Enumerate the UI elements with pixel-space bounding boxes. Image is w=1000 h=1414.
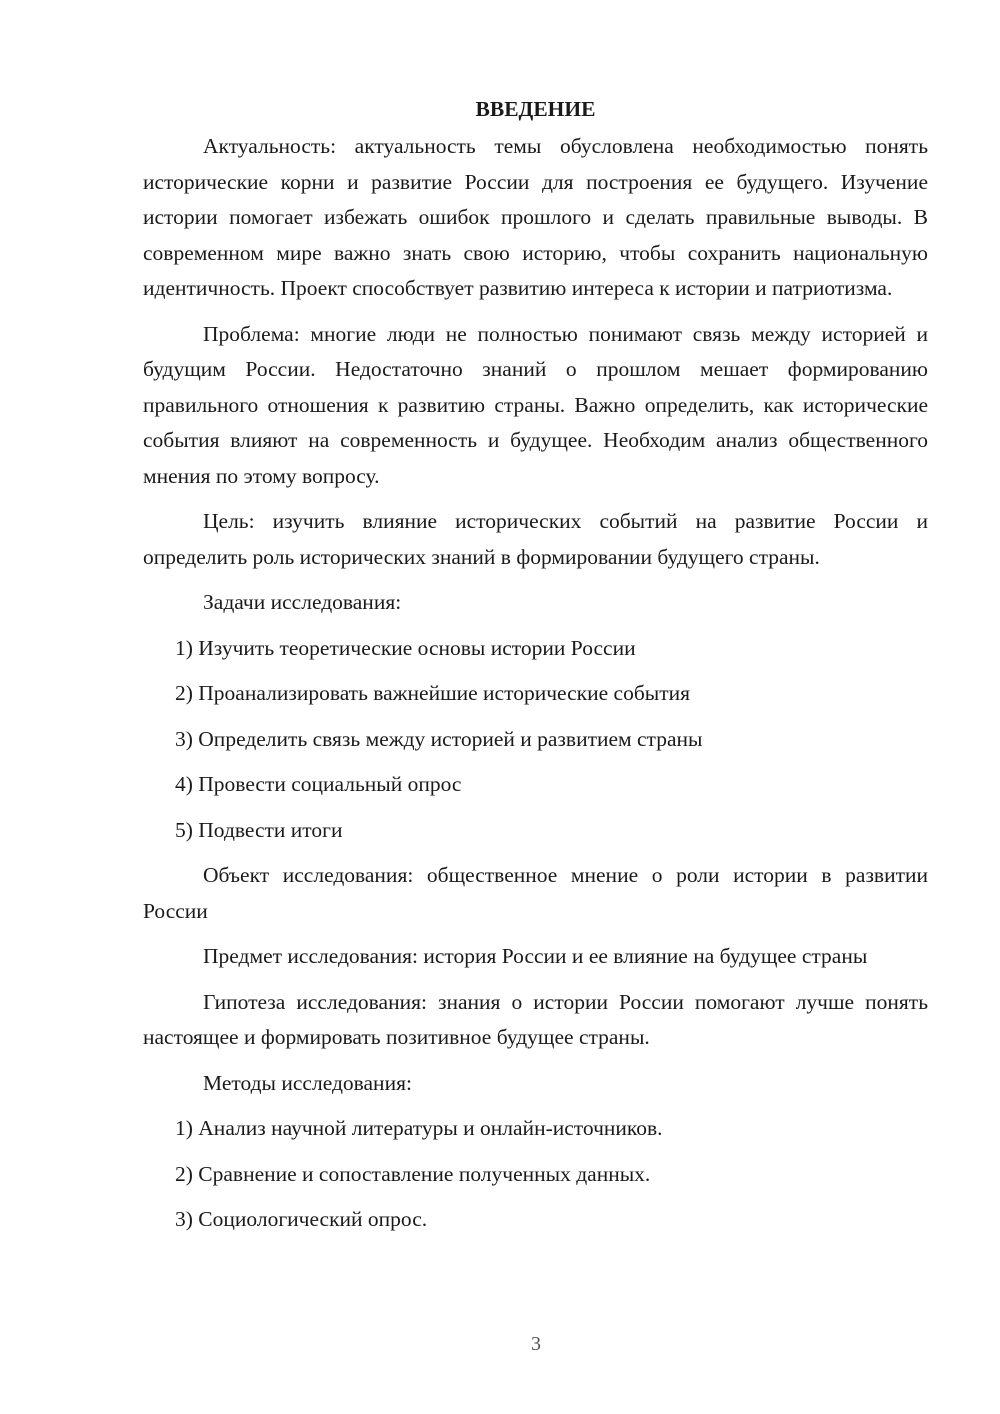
tasks-list: [143, 631, 928, 849]
subject-paragraph: Предмет исследования: история России и ее влияние на будущее страны: [203, 944, 868, 968]
list-item: 3) Социологический опрос.: [175, 1207, 428, 1231]
list-item: 2) Сравнение и сопоставление полученных данных.: [175, 1161, 651, 1186]
page-number: 3: [531, 1333, 541, 1355]
object-paragraph: Объект исследования: общественное мнение о роли истории в развитии России: [143, 863, 928, 923]
hypothesis-paragraph: Гипотеза исследования: знания о истории России помогают лучше понять настоящее и формировать позитивное будущее страны.: [143, 989, 928, 1049]
list-item: 1) Изучить теоретические основы истории России: [175, 635, 636, 660]
relevance-paragraph: Актуальность: актуальность темы обусловлена необходимостью понять исторические корни и развитие России для построения ее будущего. Изучение истории помогает избежать ошибок прошлого и сделать правильные выводы. В современном мире важно знать свою историю, чтобы сохранить национальную идентичность. Проект способствует развитию интереса к истории и патриотизма.: [143, 134, 928, 300]
methods-list: [143, 1111, 928, 1238]
list-item: 1) Анализ научной литературы и онлайн-источников.: [175, 1116, 663, 1140]
list-item: 3) Определить связь между историей и развитием страны: [175, 726, 703, 751]
list-item: 4) Провести социальный опрос: [175, 772, 462, 796]
tasks-heading: Задачи исследования:: [203, 590, 402, 614]
methods-heading: Методы исследования:: [203, 1070, 412, 1095]
goal-paragraph: Цель: изучить влияние исторических событий на развитие России и определить роль исторических знаний в формировании будущего страны.: [143, 509, 928, 569]
list-item: 5) Подвести итоги: [175, 817, 343, 842]
document-page: [143, 92, 928, 1238]
list-item: 2) Проанализировать важнейшие исторические события: [175, 681, 690, 705]
page-title: ВВЕДЕНИЕ: [475, 97, 596, 121]
problem-paragraph: Проблема: многие люди не полностью понимают связь между историей и будущим России. Недостаточно знаний о прошлом мешает формированию правильного отношения к развитию страны. Важно определить, как исторические события влияют на современность и будущее. Необходим анализ общественного мнения по этому вопросу.: [143, 321, 928, 488]
